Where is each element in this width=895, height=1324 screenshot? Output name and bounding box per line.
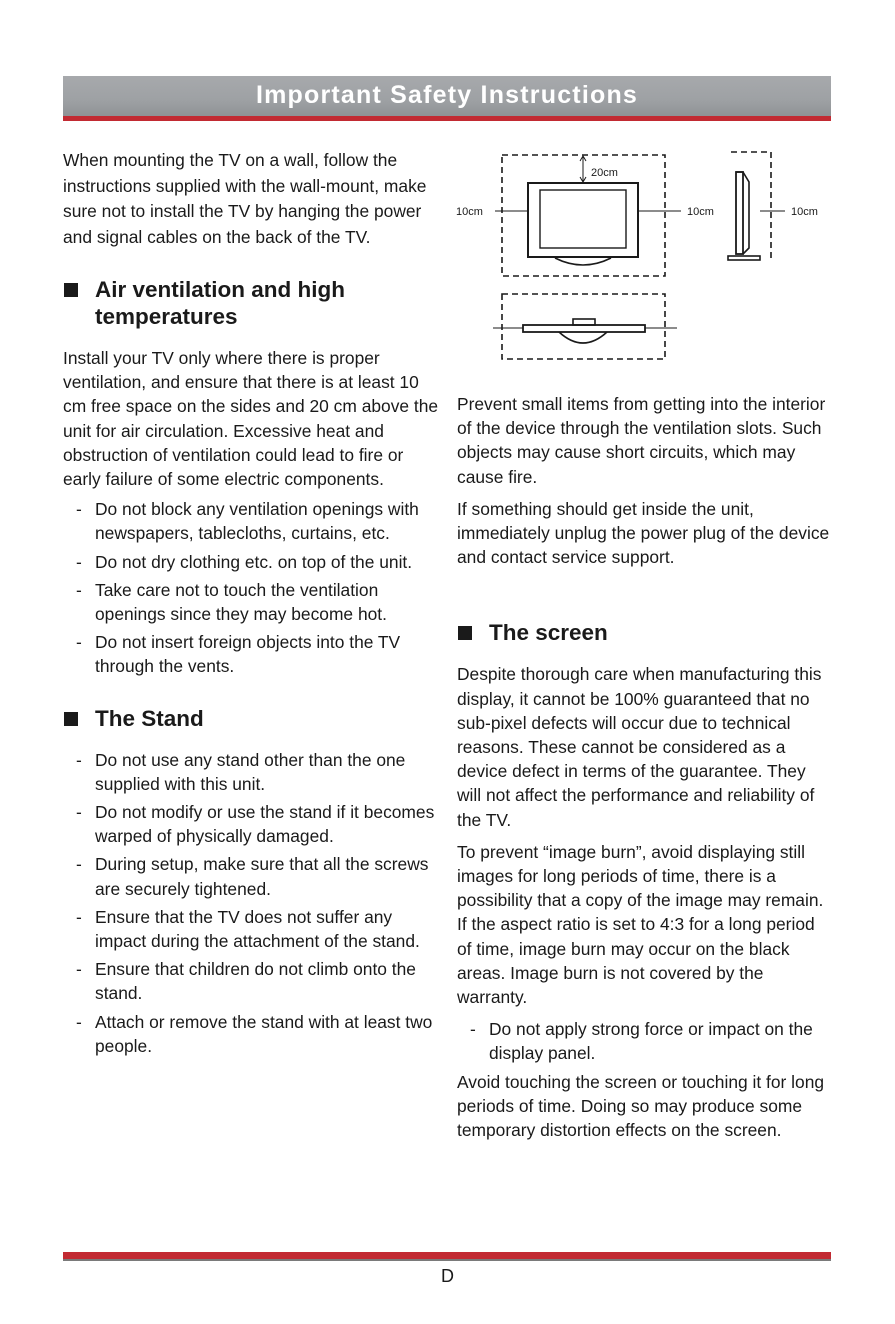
list-item: - Do not use any stand other than the one supplied with this unit.: [76, 749, 406, 794]
header-bar: [63, 76, 831, 116]
side-gap-label: 10cm: [791, 206, 818, 218]
dash-icon: -: [76, 906, 82, 927]
top-clearance-box: [502, 294, 665, 359]
page-number: D: [441, 1266, 454, 1286]
stand-heading: [63, 705, 441, 732]
top-gap-label: 20cm: [591, 167, 618, 179]
dash-icon: -: [76, 854, 82, 875]
list-item: - Do not block any ventilation openings with newspapers, tablecloths, curtains, etc.: [76, 499, 419, 544]
tv-front-frame: [528, 183, 638, 257]
screen-heading: [457, 619, 833, 646]
ventilation-paragraph: Install your TV only where there is proper ventilation, and ensure that there is at least 10 cm free space on the sides and 20 cm above the unit for air circulation. Excessive heat and obstruction of ventilation could lead to fire or early failure of some electric components.: [63, 348, 439, 490]
small-items-paragraph: Prevent small items from getting into the interior of the device through the ventilation slots. Such objects may cause short circuits, which may cause fire.: [457, 394, 826, 487]
square-bullet-icon: [458, 626, 472, 640]
list-item: - Do not dry clothing etc. on top of the unit.: [63, 550, 441, 574]
ventilation-heading-text: Air ventilation and high temperatures: [95, 277, 346, 329]
square-bullet-icon: [64, 283, 78, 297]
list-item: - Ensure that the TV does not suffer any impact during the attachment of the stand.: [76, 906, 420, 952]
square-bullet-icon: [64, 712, 78, 726]
screen-heading-text: The screen: [489, 620, 608, 646]
page-title: Important Safety Instructions: [255, 81, 639, 109]
dash-icon: -: [76, 551, 82, 572]
image-burn-paragraph: To prevent “image burn”, avoid displaying still images for long periods of time, there is a possibility that a copy of the image may remain. If the aspect ratio is set to 4:3 for a long period of time, image burn may occur on the black areas. Image burn is not covered by the warranty.: [457, 841, 824, 1008]
list-item: - Do not apply strong force or impact on the display panel.: [470, 1019, 813, 1064]
touching-paragraph: Avoid touching the screen or touching it for long periods of time. Doing so may produce some temporary distortion effects on the screen.: [457, 1071, 825, 1141]
footer-divider: [63, 1252, 831, 1259]
ventilation-heading: [63, 276, 441, 330]
footer-divider-shadow: [63, 1259, 831, 1261]
list-item: - Do not insert foreign objects into the TV through the vents.: [76, 632, 401, 677]
header-divider: [63, 116, 831, 121]
tv-front-screen: [540, 190, 626, 248]
subpixel-paragraph: Despite thorough care when manufacturing this display, it cannot be 100% guaranteed that no sub-pixel defects will occur due to technical reasons. These cannot be considered as a device defect in terms of the guarantee. They will not affect the performance and reliability of the TV.: [457, 664, 822, 830]
right-column: [457, 392, 833, 1142]
dash-icon: -: [470, 1019, 476, 1040]
dash-icon: -: [76, 749, 82, 770]
wall-mount-paragraph: When mounting the TV on a wall, follow the instructions supplied with the wall-mount, make sure not to install the TV by hanging the power and signal cables on the back of the TV.: [63, 150, 427, 247]
stand-list: [63, 748, 441, 1058]
tv-front-stand: [555, 258, 611, 265]
left-gap-label: 10cm: [456, 206, 483, 218]
list-item: - Do not modify or use the stand if it becomes warped of physically damaged.: [76, 802, 435, 847]
clearance-diagram: [455, 148, 835, 368]
dash-icon: -: [76, 632, 82, 653]
tv-side-body: [736, 172, 743, 254]
side-clearance-line: [731, 152, 771, 260]
list-item: - Take care not to touch the ventilation openings since they may become hot.: [76, 579, 387, 625]
dash-icon: -: [76, 1011, 82, 1032]
left-column: [63, 148, 441, 1058]
right-gap-label: 10cm: [687, 206, 714, 218]
list-item: - Ensure that children do not climb onto the stand.: [76, 959, 416, 1004]
tv-top-body: [523, 325, 645, 332]
tv-side-stand: [728, 256, 760, 260]
list-item: - During setup, make sure that all the screws are securely tightened.: [76, 854, 429, 899]
dash-icon: -: [76, 959, 82, 980]
tv-top-stand: [559, 332, 607, 343]
dash-icon: -: [76, 499, 82, 520]
screen-list: [457, 1017, 833, 1065]
ventilation-list: [63, 497, 441, 678]
dash-icon: -: [76, 802, 82, 823]
list-item: - Attach or remove the stand with at least two people.: [76, 1011, 433, 1056]
stand-heading-text: The Stand: [95, 705, 204, 731]
unplug-paragraph: If something should get inside the unit, immediately unplug the power plug of the device and contact service support.: [457, 498, 830, 568]
dash-icon: -: [76, 579, 82, 600]
